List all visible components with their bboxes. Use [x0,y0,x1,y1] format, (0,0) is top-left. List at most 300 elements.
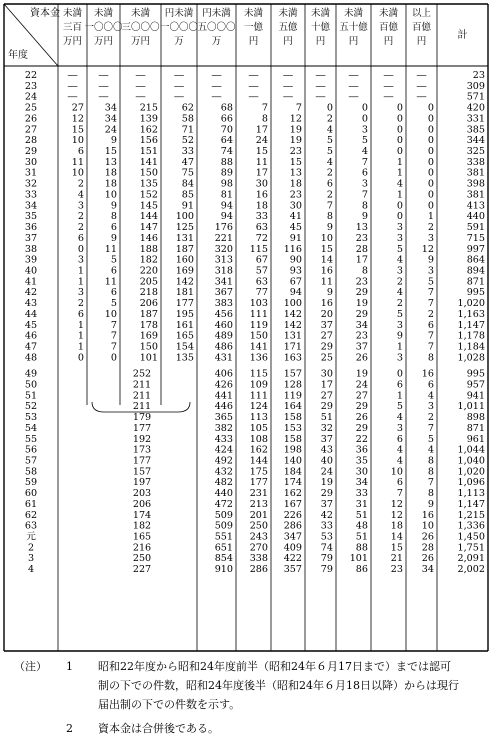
year-label: 63 [24,520,38,532]
table-cell: 1,184 [457,341,485,353]
table-cell: 995 [466,368,485,380]
year-label: 26 [24,113,38,125]
table-cell: 18 [104,178,117,190]
year-label: 38 [24,243,38,255]
table-cell: 128 [283,379,302,391]
table-cell: 169 [175,265,194,277]
table-cell: 116 [283,243,302,255]
table-cell: 6 [77,146,84,158]
year-label: 59 [24,477,38,489]
column-header-part: 一〇〇〇 [84,22,123,33]
table-cell: 140 [283,455,302,467]
table-cell: 16 [421,368,434,380]
table-cell: 8 [326,211,333,223]
table-cell: 29 [355,401,368,413]
table-cell: 51 [355,531,368,543]
table-cell: 7 [110,330,117,342]
table-cell: 211 [132,390,152,402]
table-cell: 11 [104,243,117,255]
table-cell: 4 [326,156,333,168]
table-cell: ― [248,91,259,103]
table-cell: 3 [396,265,403,277]
table-cell: 124 [249,401,268,413]
table-cell: 144 [249,455,268,467]
table-cell: 2 [326,189,333,201]
column-header-part: 三〇〇〇 [121,22,160,33]
table-cell: 0 [396,146,403,158]
table-cell: 8 [361,265,368,277]
table-cell: ― [67,70,78,81]
table-cell: 5 [361,135,368,147]
table-cell: 23 [289,189,302,201]
table-row [25,81,485,92]
table-cell: 30 [289,200,302,212]
table-cell: 211 [132,379,152,391]
table-cell: 344 [466,135,485,147]
table-cell: 424 [214,444,233,456]
table-cell: 89 [220,167,233,179]
table-cell: 338 [466,156,485,168]
table-cell: 162 [139,124,158,136]
table-cell: 34 [421,564,434,576]
table-cell: 63 [255,276,268,288]
table-cell: 0 [427,146,434,158]
table-cell: 6 [427,319,434,331]
table-cell: 213 [249,498,268,510]
table-cell: 177 [132,422,152,434]
column-header-part: 以上 [411,8,432,19]
table-row [25,200,485,211]
table-cell: 4 [427,444,434,456]
table-cell: 24 [104,124,117,136]
table-cell: 226 [283,509,302,521]
table-cell: 7 [110,341,117,353]
column-header-part: 万円 [62,36,83,47]
table-cell: 62 [181,102,194,114]
table-cell: 357 [283,564,302,576]
table-cell: 182 [132,520,152,532]
table-cell: 6 [77,308,84,320]
table-row [25,499,485,510]
table-cell: 157 [132,466,152,478]
table-cell: 0 [427,124,434,136]
table-row [25,456,485,467]
table-cell: 9 [427,498,434,510]
table-cell: 147 [139,222,158,234]
table-cell: 4 [326,124,333,136]
note-2-number: 2 [66,722,73,735]
table-cell: 16 [320,298,333,310]
table-row [26,532,485,543]
table-cell: 9 [326,287,333,299]
table-cell: 211 [132,401,152,413]
table-cell: 141 [139,156,158,168]
table-cell: 910 [214,564,233,576]
table-cell: 9 [396,330,403,342]
table-cell: 178 [139,319,158,331]
table-cell: 34 [355,477,368,489]
table-cell: 5 [396,401,403,413]
table-cell: ― [98,80,109,92]
table-cell: 30 [320,368,333,380]
table-cell: 5 [326,146,333,158]
table-cell: 10 [104,308,117,320]
table-cell: 157 [283,368,302,380]
table-cell: 7 [326,200,333,212]
table-cell: 187 [175,243,194,255]
table-cell: 150 [139,167,158,179]
table-cell: 113 [249,412,268,424]
year-label: 25 [24,102,38,114]
year-label: 55 [24,433,38,445]
table-cell: 0 [110,352,117,364]
notes-label: （注） [14,660,47,673]
table-cell: 31 [355,498,368,510]
table-cell: 203 [132,488,152,500]
table-cell: ― [67,91,78,103]
table-cell: 29 [320,401,333,413]
table-cell: 591 [466,222,485,234]
table-cell: ― [174,80,184,92]
table-cell: 9 [110,200,117,212]
table-cell: ― [416,70,427,81]
table-cell: 51 [355,509,368,521]
table-cell: 26 [421,531,434,543]
table-row [25,265,485,276]
column-header-part: 未満 [378,8,399,19]
table-cell: 205 [139,276,158,288]
year-label: 61 [24,498,38,510]
table-cell: 105 [249,422,268,434]
table-cell: 36 [355,444,368,456]
table-cell: 17 [255,124,268,136]
table-cell: 426 [214,379,233,391]
table-cell: 34 [104,113,117,125]
table-cell: 154 [175,341,194,353]
table-cell: 0 [396,124,403,136]
table-cell: 3 [396,222,403,234]
table-cell: 898 [466,412,485,424]
year-label: 3 [27,553,35,565]
table-cell: 93 [289,265,302,277]
table-cell: 215 [139,102,158,114]
table-cell: 22 [355,433,368,445]
table-cell: 35 [355,455,368,467]
column-header-part: 未満 [130,8,151,19]
table-cell: 8 [361,200,368,212]
table-cell: 101 [349,553,368,565]
year-label: 42 [24,287,38,299]
table-cell: 347 [283,531,302,543]
table-cell: 433 [214,433,233,445]
table-cell: 5 [110,254,117,266]
table-cell: 482 [214,477,233,489]
year-label: 51 [24,390,38,402]
table-cell: 75 [181,167,194,179]
table-row [25,488,485,499]
table-cell: 1,751 [457,542,485,554]
table-cell: 221 [214,232,233,244]
table-cell: 16 [255,189,268,201]
table-cell: 195 [175,308,194,320]
table-cell: 74 [220,146,233,158]
table-cell: 0 [326,102,333,114]
table-cell: 9 [361,211,368,223]
table-row [25,157,485,168]
table-cell: 5 [427,276,434,288]
table-cell: 162 [283,488,302,500]
table-cell: 79 [320,553,333,565]
table-cell: 5 [326,135,333,147]
column-header-part: 百億 [378,22,399,33]
year-label: 33 [24,189,38,201]
year-label: 47 [24,341,38,353]
table-cell: 551 [214,531,233,543]
table-cell: 4 [396,178,403,190]
table-cell: 8 [261,113,268,125]
table-cell: 252 [132,368,152,380]
table-cell: 45 [289,222,302,234]
table-cell: 144 [139,211,158,223]
table-cell: 21 [390,553,403,565]
table-cell: 4 [427,390,434,402]
table-cell: 19 [320,477,333,489]
table-row [28,553,485,564]
table-cell: 509 [214,509,233,521]
table-cell: 8 [110,211,117,223]
table-cell: ― [383,80,394,92]
table-cell: 37 [320,433,333,445]
table-cell: 1 [396,189,403,201]
column-header-part: 百億 [411,22,432,33]
table-cell: 4 [396,444,403,456]
table-cell: 57 [255,265,268,277]
table-cell: 383 [214,298,233,310]
corner-label-capital: 資本金 [30,8,60,19]
table-cell: ― [135,70,146,81]
table-cell: 1,147 [457,319,485,331]
column-header-part: 円未満 [164,8,194,19]
table-cell: 441 [214,390,233,402]
table-row [25,466,485,477]
table-cell: ― [248,70,259,81]
table-cell: 381 [466,167,485,179]
column-header-part: 万円 [130,36,151,47]
table-cell: 6 [396,379,403,391]
table-cell: 115 [249,368,268,380]
table-cell: 12 [289,113,302,125]
table-cell: 135 [139,178,158,190]
year-label: 56 [24,444,38,456]
table-cell: 71 [181,124,194,136]
table-cell: 1 [396,167,403,179]
table-cell: 3 [77,254,84,266]
table-cell: 385 [466,124,485,136]
table-cell: 318 [214,265,233,277]
table-cell: 338 [249,553,268,565]
table-cell: 74 [320,542,333,554]
table-cell: 13 [289,167,302,179]
table-cell: 19 [355,298,368,310]
table-cell: ― [135,80,146,92]
table-cell: 7 [427,422,434,434]
year-label: 35 [24,211,38,223]
table-cell: 12 [390,498,403,510]
table-cell: 25 [320,352,333,364]
table-cell: 2 [427,308,434,320]
year-label: 45 [24,319,38,331]
table-row [25,342,485,353]
table-cell: 163 [283,352,302,364]
table-cell: 3 [396,232,403,244]
table-cell: 1,020 [457,298,485,310]
table-cell: 19 [289,124,302,136]
table-cell: 5 [396,243,403,255]
table-cell: 4 [396,412,403,424]
table-cell: 18 [289,178,302,190]
table-cell: 8 [427,488,434,500]
table-cell: ― [283,80,293,92]
table-cell: 398 [466,178,485,190]
year-label: 36 [24,222,38,234]
table-cell: 7 [295,102,302,114]
table-cell: 28 [355,243,368,255]
year-label: 34 [24,200,38,212]
year-label: 57 [24,455,38,467]
table-cell: 460 [214,319,233,331]
note-1-line-1: 昭和22年度から昭和24年度前半（昭和24年６月17日まで）までは認可 [98,660,451,673]
table-cell: 15 [320,243,333,255]
table-row [25,477,485,488]
table-cell: 1,163 [457,308,485,320]
table-cell: 34 [104,102,117,114]
table-cell: 270 [249,542,268,554]
year-label: 43 [24,298,38,310]
table-cell: ― [248,80,259,92]
table-cell: 8 [427,352,434,364]
table-cell: 188 [139,243,158,255]
table-cell: ― [98,91,109,103]
table-cell: ― [174,91,184,103]
table-cell: 0 [427,200,434,212]
column-header-part: 未満 [278,8,298,19]
table-cell: 24 [355,379,368,391]
table-row [25,70,485,81]
column-header-part: 万円 [93,36,114,47]
table-cell: ― [98,70,109,81]
table-cell: 894 [466,265,485,277]
table-cell: 177 [175,298,194,310]
table-cell: 3 [361,178,368,190]
table-cell: 20 [320,308,333,320]
column-header-part: 未満 [62,8,83,19]
table-cell: 6 [396,433,403,445]
column-header-part: 未満 [243,8,264,19]
table-cell: 27 [320,330,333,342]
table-cell: ― [67,80,78,92]
table-cell: 8 [427,455,434,467]
table-cell: 409 [283,542,302,554]
table-cell: 6 [361,167,368,179]
table-cell: 2,002 [457,564,485,576]
table-cell: 85 [181,189,194,201]
table-cell: 17 [320,379,333,391]
table-cell: 115 [249,243,268,255]
year-label: 39 [24,254,38,266]
table-row [25,390,485,401]
table-cell: 206 [132,498,152,510]
table-cell: 440 [214,488,233,500]
table-cell: 142 [175,276,194,288]
table-cell: 3 [396,319,403,331]
table-cell: 173 [132,444,152,456]
table-cell: ― [348,91,359,103]
table-cell: 94 [220,211,233,223]
table-cell: ― [416,80,427,92]
table-cell: 13 [104,156,117,168]
table-cell: 162 [249,444,268,456]
table-cell: 108 [249,433,268,445]
table-cell: 2 [77,222,84,234]
table-cell: 961 [466,433,485,445]
table-cell: 158 [283,412,302,424]
table-cell: 10 [71,167,84,179]
table-cell: 7 [427,287,434,299]
column-header-part: 円 [383,36,394,47]
table-cell: 52 [181,135,194,147]
table-cell: 42 [320,509,333,521]
table-cell: 0 [396,200,403,212]
table-cell: 206 [139,298,158,310]
table-cell: 2 [326,167,333,179]
table-cell: 0 [396,135,403,147]
column-header-part: 未満 [343,8,364,19]
table-cell: 182 [139,254,158,266]
table-cell: 3 [361,124,368,136]
corner-label-year: 年度 [8,50,28,61]
table-cell: 1 [77,330,84,342]
table-cell: 1,028 [457,352,485,364]
table-cell: 6 [110,222,117,234]
year-label: 2 [27,542,35,554]
table-cell: 103 [249,298,268,310]
table-cell: 0 [396,211,403,223]
table-row [25,320,485,331]
table-cell: 139 [139,113,158,125]
table-cell: 864 [466,254,485,266]
table-cell: 33 [255,211,268,223]
table-cell: 422 [283,553,302,565]
table-cell: 17 [355,254,368,266]
table-cell: 7 [261,102,268,114]
column-header-part: 一〇〇〇 [159,22,199,33]
table-cell: 141 [249,341,268,353]
table-cell: 1 [77,276,84,288]
table-cell: 17 [255,167,268,179]
table-cell: 0 [427,113,434,125]
year-label: 50 [24,379,38,391]
table-cell: 11 [71,156,84,168]
table-cell: 0 [427,156,434,168]
table-row [25,423,485,434]
table-row [25,222,485,233]
table-cell: 88 [220,156,233,168]
year-label: 46 [24,330,38,342]
table-cell: 111 [249,390,268,402]
table-row [25,401,485,412]
table-cell: 3 [396,352,403,364]
table-cell: 1,044 [457,444,485,456]
